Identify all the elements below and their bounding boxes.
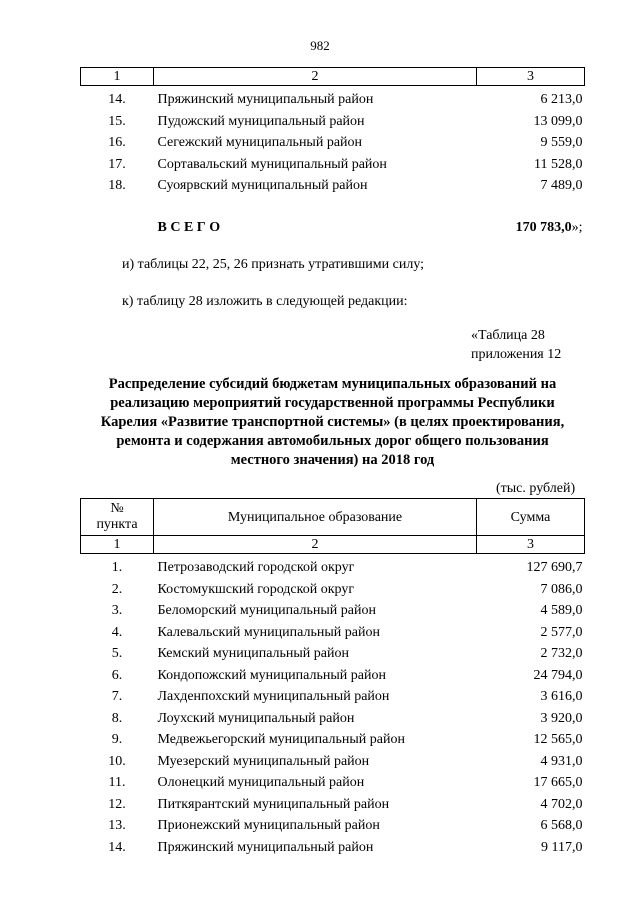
row-number: 5.: [111, 646, 123, 661]
row-sum: 12 565,0: [533, 732, 583, 747]
table-row: [81, 751, 585, 773]
row-number: 7.: [111, 689, 123, 704]
row-name: Сегежский муниципальный район: [157, 135, 363, 150]
table-row: [81, 132, 585, 154]
row-sum: 17 665,0: [533, 775, 583, 790]
table-row: [81, 794, 585, 816]
table-row: [81, 557, 585, 579]
col-index-1: 1: [81, 536, 154, 554]
row-name: Кондопожский муниципальный район: [157, 667, 386, 683]
total-suffix: »;: [571, 219, 583, 235]
table-row: [81, 708, 585, 730]
row-sum: 24 794,0: [533, 667, 583, 683]
title-line: Карелия «Развитие транспортной системы» (в целях проектирования,: [100, 414, 565, 430]
title-line: ремонта и содержания автомобильных дорог общего пользования: [116, 433, 549, 449]
col-index-2: 2: [154, 536, 477, 554]
table-reference-line1: «Таблица 28: [471, 328, 545, 343]
row-name: Олонецкий муниципальный район: [157, 775, 365, 790]
paragraph-i: и) таблицы 22, 25, 26 признать утратившими силу;: [122, 257, 425, 272]
table-index-row: [81, 536, 585, 554]
row-number: 14.: [108, 839, 126, 855]
row-name: Прионежский муниципальный район: [157, 818, 380, 833]
row-sum: 9 117,0: [541, 839, 583, 855]
title-line: местного значения) на 2018 год: [230, 452, 435, 468]
table-index-row: [81, 68, 585, 86]
row-number: 8.: [111, 710, 123, 726]
table-header-row: [81, 499, 585, 536]
total-row: [81, 217, 585, 239]
col-header-name: Муниципальное образование: [154, 499, 477, 536]
col-header-number-line1: №: [110, 501, 124, 516]
table-row: [81, 111, 585, 133]
row-number: 12.: [108, 796, 126, 812]
row-name: Калевальский муниципальный район: [157, 624, 380, 640]
row-sum: 6 568,0: [540, 818, 583, 833]
row-name: Муезерский муниципальный район: [157, 753, 370, 769]
title-line: реализацию мероприятий государственной программы Республики: [110, 395, 555, 411]
table-row: [81, 643, 585, 665]
row-name: Петрозаводский городской округ: [157, 560, 355, 575]
page-number: 982: [310, 38, 330, 53]
table-row: [81, 686, 585, 708]
table-reference: [471, 326, 561, 364]
row-number: 13.: [108, 818, 126, 833]
subsidy-table: [80, 498, 585, 858]
table-row: [81, 837, 585, 859]
row-sum: 2 577,0: [540, 624, 583, 640]
row-sum: 11 528,0: [534, 156, 583, 172]
row-sum: 2 732,0: [540, 646, 583, 661]
row-number: 17.: [108, 156, 126, 172]
table-row: [81, 89, 585, 111]
row-name: Лоухский муниципальный район: [157, 710, 355, 726]
col-header-number-line2: пункта: [96, 517, 138, 532]
row-sum: 127 690,7: [526, 560, 583, 575]
row-number: 14.: [108, 92, 126, 107]
row-number: 10.: [108, 753, 126, 769]
row-name: Медвежьегорский муниципальный район: [157, 732, 405, 747]
row-sum: 6 213,0: [540, 92, 583, 107]
row-sum: 4 702,0: [540, 796, 583, 812]
row-sum: 13 099,0: [533, 113, 583, 129]
row-name: Сортавальский муниципальный район: [157, 156, 387, 172]
table-row: [81, 600, 585, 622]
table-row: [81, 729, 585, 751]
row-name: Пудожский муниципальный район: [157, 113, 365, 129]
row-number: 18.: [108, 178, 126, 193]
row-number: 1.: [111, 560, 123, 575]
row-number: 16.: [108, 135, 126, 150]
row-name: Костомукшский городской округ: [157, 581, 355, 597]
row-name: Пряжинский муниципальный район: [157, 92, 374, 107]
row-name: Кемский муниципальный район: [157, 646, 349, 661]
row-number: 2.: [111, 581, 123, 597]
col-index-2: 2: [154, 68, 477, 86]
table-row: [81, 622, 585, 644]
table-title: [80, 375, 585, 470]
row-sum: 7 086,0: [540, 581, 583, 597]
row-name: Питкярантский муниципальный район: [157, 796, 390, 812]
row-sum: 9 559,0: [540, 135, 583, 150]
table-row: [81, 665, 585, 687]
col-index-3: 3: [477, 536, 585, 554]
col-header-sum: Сумма: [477, 499, 585, 536]
table-row: [81, 772, 585, 794]
units-note: (тыс. рублей): [496, 481, 576, 496]
row-sum: 4 931,0: [540, 753, 583, 769]
row-name: Беломорский муниципальный район: [157, 603, 376, 618]
table-row: [81, 175, 585, 197]
col-header-number: [81, 499, 154, 536]
table-row: [81, 154, 585, 176]
row-number: 9.: [111, 732, 123, 747]
table-reference-line2: приложения 12: [471, 347, 562, 362]
row-number: 4.: [111, 624, 123, 640]
table-continued: [80, 67, 585, 238]
table-row: [81, 579, 585, 601]
row-name: Пряжинский муниципальный район: [157, 839, 374, 855]
row-number: 15.: [108, 113, 126, 129]
paragraph-k: к) таблицу 28 изложить в следующей редакции:: [122, 294, 408, 309]
title-line: Распределение субсидий бюджетам муниципальных образований на: [108, 376, 557, 392]
row-sum: 7 489,0: [540, 178, 583, 193]
total-label: В С Е Г О: [157, 219, 221, 235]
row-name: Лахденпохский муниципальный район: [157, 689, 390, 704]
col-index-3: 3: [477, 68, 585, 86]
row-number: 6.: [111, 667, 123, 683]
total-value: 170 783,0: [515, 219, 572, 235]
row-sum: 3 616,0: [540, 689, 583, 704]
row-number: 11.: [108, 775, 126, 790]
row-sum: 3 920,0: [540, 710, 583, 726]
table-row: [81, 815, 585, 837]
row-number: 3.: [111, 603, 123, 618]
row-name: Суоярвский муниципальный район: [157, 178, 368, 193]
row-sum: 4 589,0: [540, 603, 583, 618]
col-index-1: 1: [81, 68, 154, 86]
